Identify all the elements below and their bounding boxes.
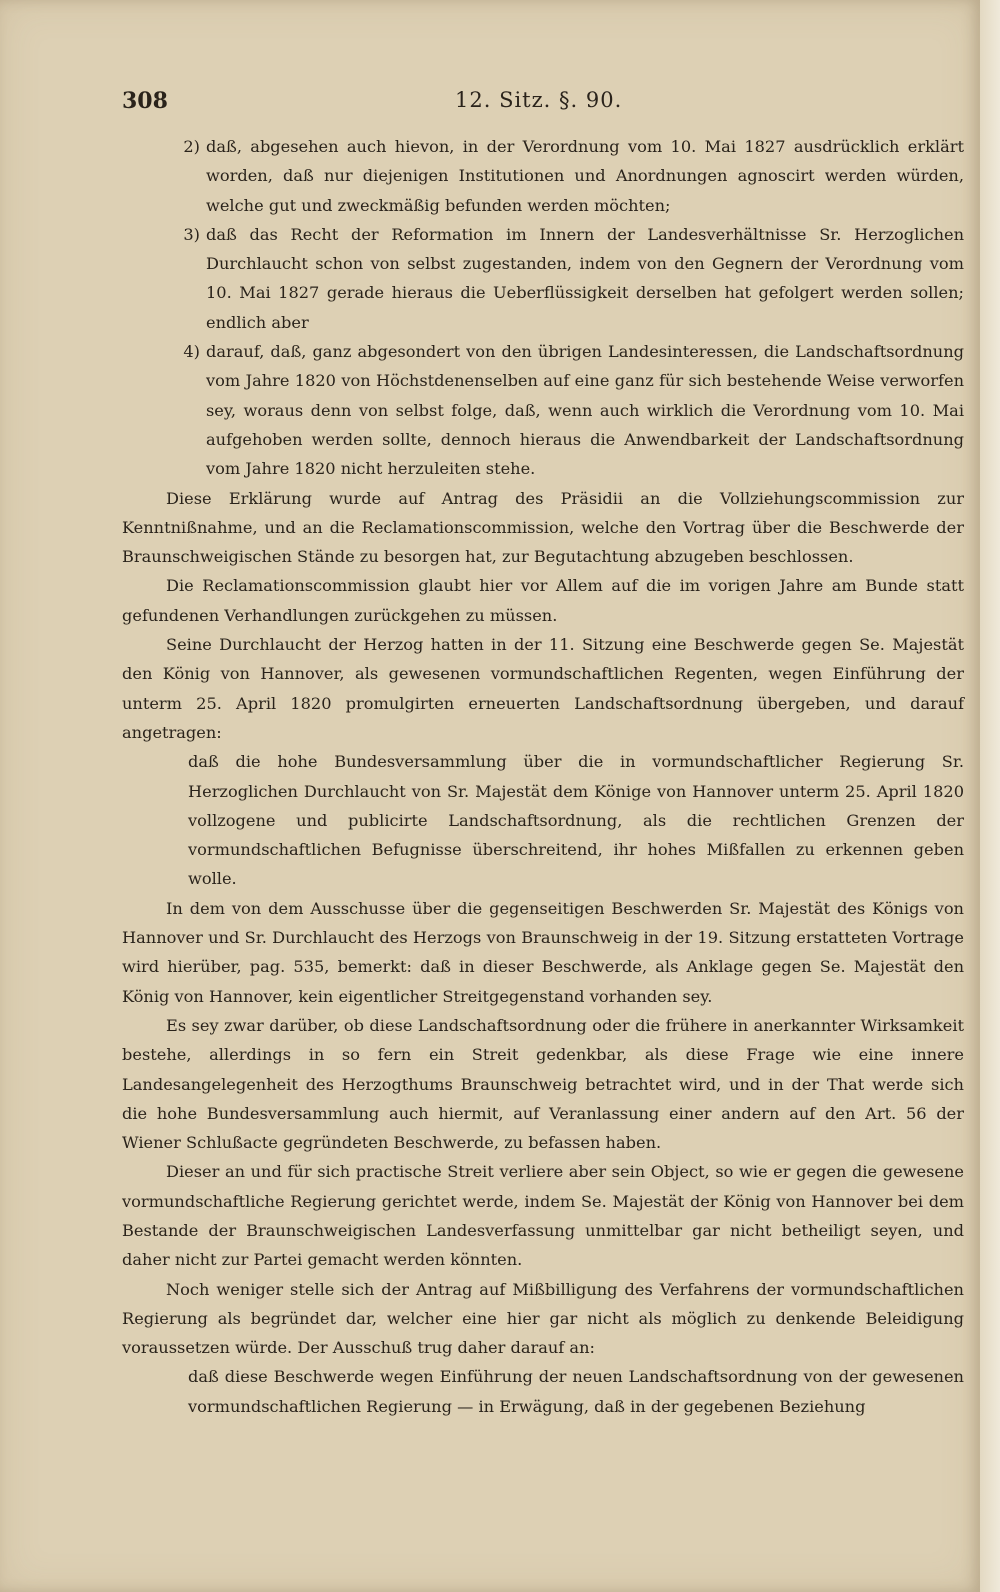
- paragraph: In dem von dem Ausschusse über die gegenseitigen Beschwerden Sr. Majestät des Königs von Hannover und Sr. Durchlaucht des Herzogs von Braunschweig in der 19. Sitzung erstatteten Vortrage wird hierüber, pag. 535, bemerkt: daß in dieser Beschwerde, als Anklage gegen Se. Majestät den König von Hannover, kein eigentlicher Streitgegenstand vorhanden sey.: [122, 898, 964, 1006]
- paragraph: Diese Erklärung wurde auf Antrag des Präsidii an die Vollziehungscommission zur Kenntnißnahme, und an die Reclamationscommission, welche den Vortrag über die Beschwerde der Braunschweigischen Stände zu besorgen hat, zur Begutachtung abzugeben beschlossen.: [122, 488, 964, 567]
- list-item-number: 3): [183, 224, 200, 244]
- list-item-number: 4): [183, 342, 200, 362]
- page-text: [122, 88, 964, 1421]
- list-item: [122, 132, 964, 220]
- paragraph: Die Reclamationscommission glaubt hier vor Allem auf die im vorigen Jahre am Bunde statt gefundenen Verhandlungen zurückgehen zu müssen.: [122, 576, 964, 625]
- paragraph: Es sey zwar darüber, ob diese Landschaftsordnung oder die frühere in anerkannter Wirksamkeit bestehe, allerdings in so fern ein Streit gedenkbar, als diese Frage wie eine innere Landesangelegenheit des Herzogthums Braunschweig betrachtet wird, und in der That werde sich die hohe Bundesversammlung auch hiermit, auf Veranlassung einer andern auf den Art. 56 der Wiener Schlußacte gegründeten Beschwerde, zu befassen haben.: [122, 1015, 964, 1153]
- paragraph: Dieser an und für sich practische Streit verliere aber sein Object, so wie er gegen die gewesene vormundschaftliche Regierung gerichtet werde, indem Se. Majestät der König von Hannover bei dem Bestande der Braunschweigischen Landesverfassung unmittelbar gar nicht betheiligt seyen, und daher nicht zur Partei gemacht werden könnten.: [122, 1162, 964, 1270]
- paragraph: Seine Durchlaucht der Herzog hatten in der 11. Sitzung eine Beschwerde gegen Se. Majestät den König von Hannover, als gewesenen vormundschaftlichen Regenten, wegen Einführung der unterm 25. April 1820 promulgirten erneuerten Landschaftsordnung übergeben, und darauf angetragen:: [122, 635, 964, 742]
- page-edge: [980, 0, 1000, 1592]
- list-item-text: darauf, daß, ganz abgesondert von den übrigen Landesinteressen, die Landschaftsordnung vom Jahre 1820 von Höchstdenenselben auf eine ganz für sich bestehende Weise verworfen sey, woraus denn von selbst folge, daß, wenn auch wirklich die Verordnung vom 10. Mai aufgehoben werden sollte, dennoch hieraus die Anwendbarkeit der Landschaftsordnung vom Jahre 1820 nicht herzuleiten stehe.: [206, 342, 964, 479]
- running-head: 12. Sitz. §. 90.: [455, 88, 623, 112]
- page-header: [122, 88, 964, 128]
- list-item: [122, 220, 964, 337]
- paragraph: Noch weniger stelle sich der Antrag auf Mißbilligung des Verfahrens der vormundschaftlichen Regierung als begründet dar, welcher eine hier gar nicht als möglich zu denkende Beleidigung voraussetzen würde. Der Ausschuß trug daher darauf an:: [122, 1279, 964, 1358]
- page-number: 308: [122, 88, 168, 114]
- list-item: [122, 337, 964, 483]
- block-quote: daß die hohe Bundesversammlung über die in vormundschaftlicher Regierung Sr. Herzoglichen Durchlaucht von Sr. Majestät dem Könige von Hannover unterm 25. April 1820 vollzogene und publicirte Landschaftsordnung, als die rechtlichen Grenzen der vormundschaftlichen Befugnisse überschreitend, ihr hohes Mißfallen zu erkennen geben wolle.: [188, 752, 964, 889]
- list-item-text: daß, abgesehen auch hievon, in der Verordnung vom 10. Mai 1827 ausdrücklich erklärt worden, daß nur diejenigen Institutionen und Anordnungen agnoscirt werden würden, welche gut und zweckmäßig befunden werden möchten;: [206, 137, 964, 215]
- block-quote: daß diese Beschwerde wegen Einführung der neuen Landschaftsordnung von der gewesenen vormundschaftlichen Regierung — in Erwägung, daß in der gegebenen Beziehung: [188, 1367, 964, 1416]
- list-item-number: 2): [183, 137, 200, 156]
- list-item-text: daß das Recht der Reformation im Innern der Landesverhältnisse Sr. Herzoglichen Durchlaucht schon von selbst zugestanden, indem von den Gegnern der Verordnung vom 10. Mai 1827 gerade hieraus die Ueberflüssigkeit derselben hat gefolgert werden sollen; endlich aber: [206, 224, 964, 332]
